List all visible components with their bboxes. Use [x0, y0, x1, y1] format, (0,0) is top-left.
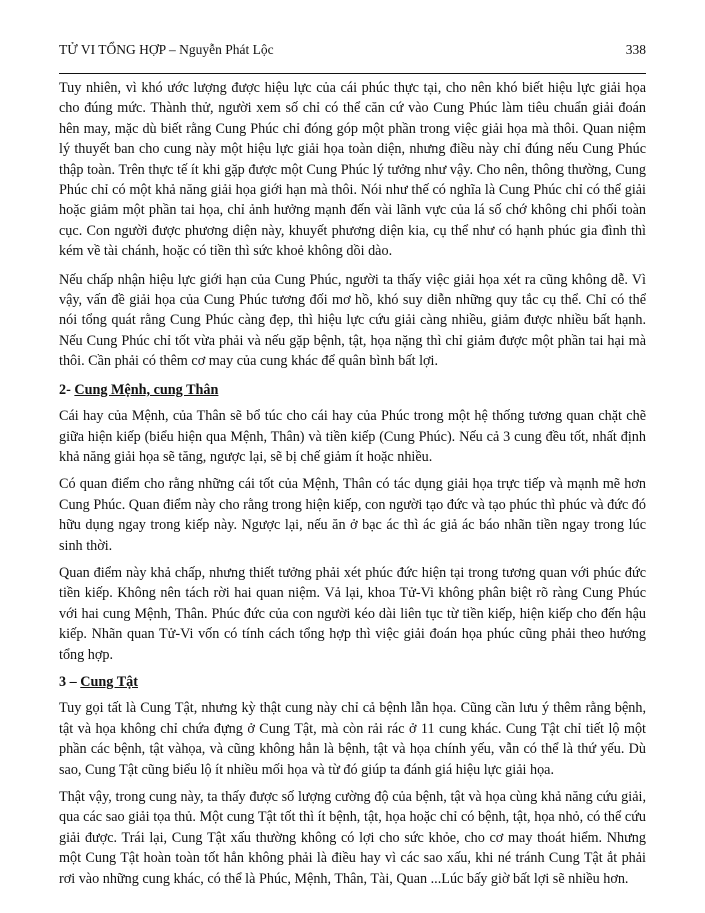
paragraph: Quan điểm này khả chấp, nhưng thiết tưởng phải xét phúc đức hiện tại trong tương quan với phúc đức tiền kiếp. Không nên tách rời hai quan niệm. Vả lại, khoa Tử-Vi không phân biệt rõ ràng Cung Phúc với hai cung Mệnh, Thân. Phúc đức của con người kéo dài liên tục từ tiền kiếp, hiện kiếp cho đến hậu kiếp. Nhãn quan Tử-Vi vốn có tính cách tổng hợp thì việc giải đoán họa phúc cũng phải theo hướng tổng hợp.: [59, 564, 646, 663]
section-number: 2-: [59, 381, 75, 398]
paragraph: Nếu chấp nhận hiệu lực giới hạn của Cung Phúc, người ta thấy việc giải họa xét ra cũng không dễ. Vì vậy, vấn đề giải họa của Cung Phúc tương đối mơ hồ, khó suy diễn những quy tắc cụ thể. Chỉ có thể nói tổng quát rằng Cung Phúc càng đẹp, thì hiệu lực cứu giải càng nhiều, giảm được nhiều bất hạnh. Nếu Cung Phúc chỉ tốt vừa phải và nếu gặp bệnh, tật, họa nặng thì chỉ giảm được một phần tai hại mà thôi. Cần phải có thêm cơ may của cung khác để quân bình bất lợi.: [59, 271, 646, 370]
header-divider: [59, 73, 646, 74]
paragraph: Cái hay của Mệnh, của Thân sẽ bổ túc cho cái hay của Phúc trong một hệ thống tương quan chặt chẽ giữa hiện kiếp (biểu hiện qua Mệnh, Thân) và tiền kiếp (Cung Phúc). Nếu cả 3 cung đều tốt, nhất định khả năng giải họa sẽ tăng, ngược lại, sẽ bị chế giảm ít hoặc nhiều.: [59, 408, 646, 465]
section-title: Cung Mệnh, cung Thân: [74, 381, 219, 398]
book-title: TỬ VI TỔNG HỢP – Nguyễn Phát Lộc: [59, 42, 274, 57]
document-body: [59, 78, 646, 896]
section-heading-cung-tat: [59, 672, 646, 692]
section-title: Cung Tật: [80, 673, 138, 690]
paragraph: Tuy gọi tất là Cung Tật, nhưng kỳ thật cung này chỉ cả bệnh lẫn họa. Cũng cần lưu ý thêm rằng bệnh, tật và họa không chỉ chứa đựng ở Cung Tật, mà còn rải rác ở 11 cung khác. Cung Tật chỉ tiết lộ một phần các bệnh, tật vàhọa, và cũng không hẳn là bệnh, tật và họa chính yếu, vẫn có thể là thứ yếu. Dù sao, Cung Tật cũng biểu lộ ít nhiều mối họa và từ đó giúp ta đánh giá hiệu lực giải họa.: [59, 700, 646, 778]
running-header: [59, 42, 646, 58]
page-number: 338: [625, 42, 646, 57]
section-number: 3 –: [59, 673, 81, 690]
paragraph: Tuy nhiên, vì khó ước lượng được hiệu lực của cái phúc thực tại, cho nên khó biết hiệu lực giải họa cho đúng mức. Thành thử, người xem số chỉ có thể căn cứ vào Cung Phúc làm tiêu chuẩn giải đoán hên may, mặc dù biết rằng Cung Phúc chỉ đóng góp một phần trong việc giải họa mà thôi. Quan niệm lý thuyết ban cho cung này một hiệu lực giải họa toàn diện, nhưng điều này chỉ đúng nếu Cung Phúc thập toàn. Trên thực tế ít khi gặp được một Cung Phúc lý tưởng như vậy. Cho nên, thông thường, Cung Phúc chỉ có một khả năng giải họa giới hạn mà thôi. Nói như thế có nghĩa là Cung Phúc chỉ có thể giải hoặc giảm một phần tai họa, chỉ ảnh hưởng mạnh đến vài lãnh vực của lá số chớ không chi phối toàn cục. Con người được phương diện này, khuyết phương diện kia, cụ thể như có hạnh phúc gia đình thì kém về tài chánh, hoặc có tiền thì sức khoẻ không dồi dào.: [59, 80, 646, 260]
paragraph: Thật vậy, trong cung này, ta thấy được số lượng cường độ của bệnh, tật và họa cùng khả năng cứu giải, qua các sao giải tọa thủ. Một cung Tật tốt thì ít bệnh, tật, họa hoặc chỉ có bệnh, tật, họa nhỏ, có thể cứu giải được. Trái lại, Cung Tật xấu thường không có lợi cho sức khỏe, cho cơ may thoát hiểm. Nhưng một Cung Tật hoàn toàn tốt hẳn không phải là điều hay vì các sao xấu, khi né tránh Cung Tật ắt phải rơi vào những cung khác, có thể là Phúc, Mệnh, Thân, Tài, Quan ...Lúc bấy giờ bất lợi sẽ nhiều hơn.: [59, 789, 646, 887]
paragraph: Có quan điểm cho rằng những cái tốt của Mệnh, Thân có tác dụng giải họa trực tiếp và mạnh mẽ hơn Cung Phúc. Quan điểm này cho rằng trong hiện kiếp, con người tạo đức và tạo phúc thì phúc và đức đó hữu dụng ngay trong kiếp này. Ngược lại, nếu ăn ở bạc ác thì ác giả ác báo nhãn tiền ngay trong lúc sinh thời.: [59, 476, 646, 554]
section-heading-cung-menh-than: [59, 380, 646, 400]
